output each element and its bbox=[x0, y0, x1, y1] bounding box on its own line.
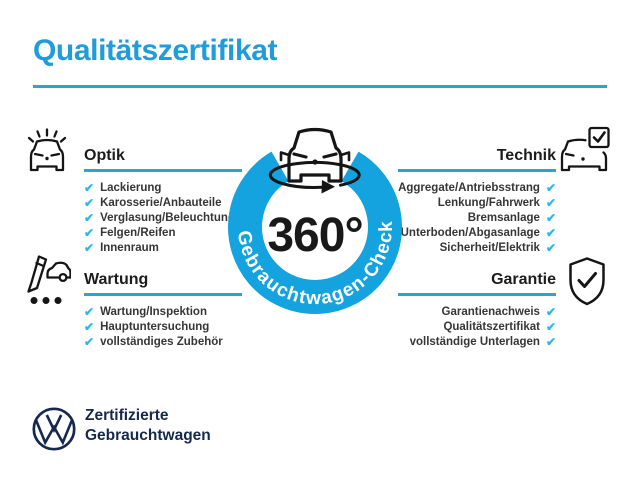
footer-brand-text bbox=[85, 406, 211, 446]
item-label: Felgen/Reifen bbox=[100, 227, 176, 239]
item-label: Hauptuntersuchung bbox=[100, 321, 210, 333]
section-title-garantie: Garantie bbox=[491, 271, 556, 288]
section-divider-technik bbox=[398, 169, 556, 172]
check-icon: ✔ bbox=[84, 241, 95, 255]
check-icon: ✔ bbox=[84, 196, 95, 210]
checklist-car-icon bbox=[25, 254, 71, 307]
item-label: Aggregate/Antriebsstrang bbox=[398, 182, 540, 194]
check-icon: ✔ bbox=[545, 320, 556, 334]
check-icon: ✔ bbox=[84, 320, 95, 334]
item-label: Karosserie/Anbauteile bbox=[100, 197, 222, 209]
car-checkbox-icon bbox=[559, 126, 611, 173]
vw-logo bbox=[31, 406, 77, 452]
ring-360-value: 360° bbox=[267, 209, 363, 262]
check-icon: ✔ bbox=[84, 305, 95, 319]
item-label: Sicherheit/Elektrik bbox=[439, 242, 540, 254]
check-icon: ✔ bbox=[545, 211, 556, 225]
footer-line2: Gebrauchtwagen bbox=[85, 427, 211, 444]
page-title: Qualitätszertifikat bbox=[33, 34, 278, 67]
item-label: Qualitätszertifikat bbox=[443, 321, 540, 333]
item-label: Unterboden/Abgasanlage bbox=[400, 227, 540, 239]
item-label: vollständiges Zubehör bbox=[100, 336, 223, 348]
item-label: Lenkung/Fahrwerk bbox=[437, 197, 540, 209]
360-check-ring bbox=[210, 117, 420, 337]
item-label: Wartung/Inspektion bbox=[100, 306, 207, 318]
check-icon: ✔ bbox=[84, 211, 95, 225]
check-icon: ✔ bbox=[545, 226, 556, 240]
footer-line1: Zertifizierte bbox=[85, 407, 169, 424]
check-icon: ✔ bbox=[545, 241, 556, 255]
item-label: Garantienachweis bbox=[441, 306, 540, 318]
check-icon: ✔ bbox=[545, 181, 556, 195]
check-icon: ✔ bbox=[84, 181, 95, 195]
shining-car-icon bbox=[24, 127, 70, 173]
item-label: Innenraum bbox=[100, 242, 159, 254]
section-divider-garantie bbox=[398, 293, 556, 296]
header-divider bbox=[33, 85, 607, 88]
check-icon: ✔ bbox=[545, 305, 556, 319]
section-title-optik: Optik bbox=[84, 147, 125, 164]
item-label: vollständige Unterlagen bbox=[409, 336, 540, 348]
item-label: Lackierung bbox=[100, 182, 162, 194]
shield-check-icon bbox=[567, 256, 607, 309]
ring-curved-label: Gebrauchtwagen-Check bbox=[232, 220, 398, 310]
check-icon: ✔ bbox=[545, 335, 556, 349]
item-label: Verglasung/Beleuchtung bbox=[100, 212, 235, 224]
check-icon: ✔ bbox=[84, 226, 95, 240]
section-title-technik: Technik bbox=[496, 147, 556, 164]
check-icon: ✔ bbox=[84, 335, 95, 349]
check-icon: ✔ bbox=[545, 196, 556, 210]
rotating-car-icon bbox=[270, 130, 359, 194]
section-title-wartung: Wartung bbox=[84, 271, 149, 288]
item-label: Bremsanlage bbox=[467, 212, 540, 224]
